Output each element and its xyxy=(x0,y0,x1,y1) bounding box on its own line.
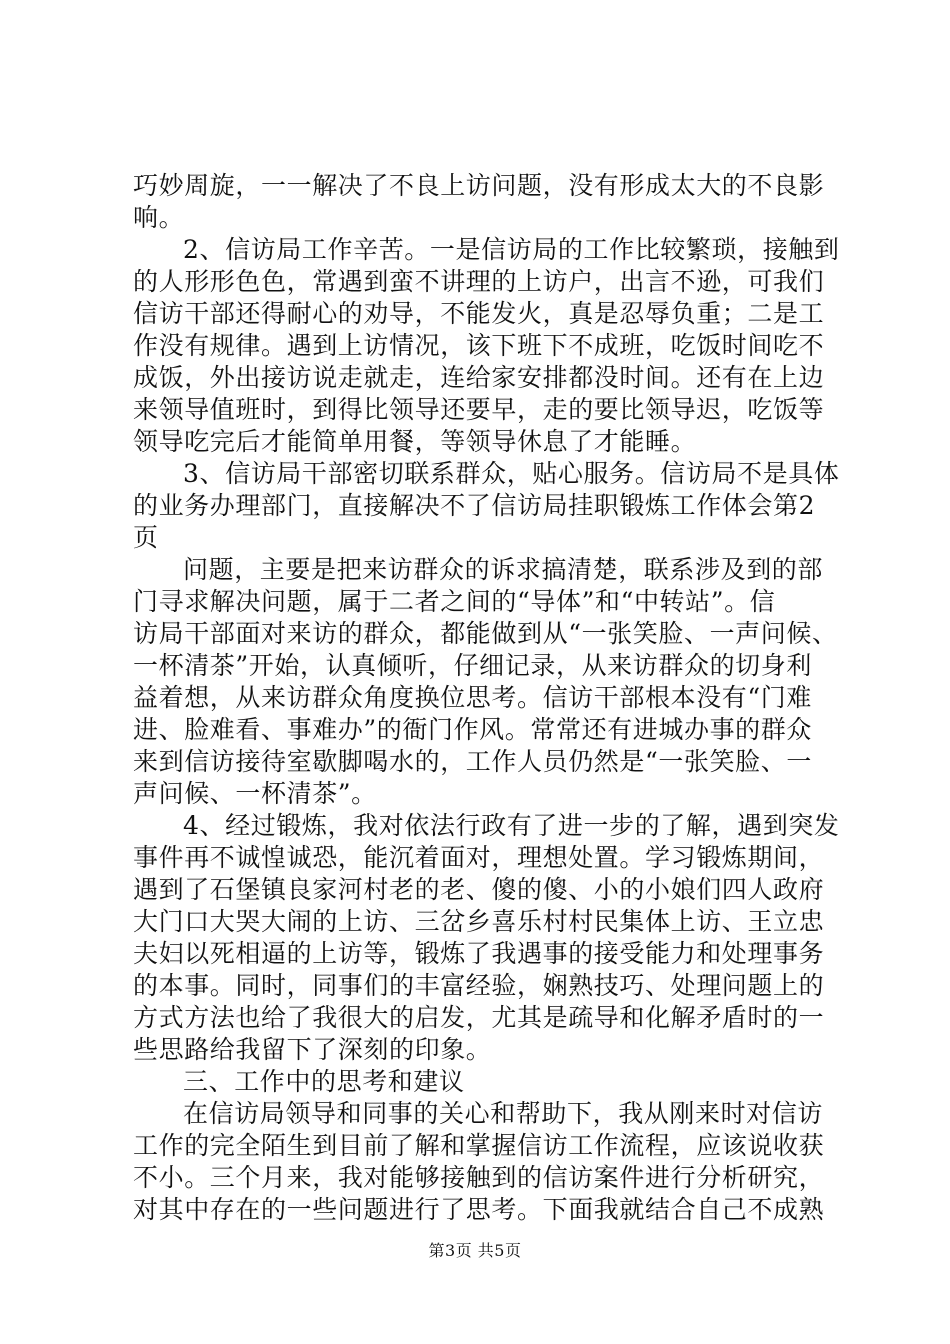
text-line: 页 xyxy=(133,523,159,552)
text-line: 领导吃完后才能简单用餐，等领导休息了才能睡。 xyxy=(133,427,697,456)
text-line: 来到信访接待室歇脚喝水的，工作人员仍然是“一张笑脸、一 xyxy=(133,747,812,776)
text-line: 访局干部面对来访的群众，都能做到从“一张笑脸、一声问候、 xyxy=(133,619,838,648)
text-line: 夫妇以死相逼的上访等，锻炼了我遇事的接受能力和处理事务 xyxy=(133,939,825,968)
text-line: 2、信访局工作辛苦。一是信访局的工作比较繁琐，接触到 xyxy=(183,235,840,264)
text-line: 问题，主要是把来访群众的诉求搞清楚，联系涉及到的部 xyxy=(183,555,824,584)
text-line: 些思路给我留下了深刻的印象。 xyxy=(133,1035,492,1064)
document-body xyxy=(133,170,840,1226)
text-line: 遇到了石堡镇良家河村老的老、傻的傻、小的小娘们四人政府 xyxy=(133,875,825,904)
text-line: 事件再不诚惶诚恐，能沉着面对，理想处置。学习锻炼期间， xyxy=(133,843,825,872)
text-line: 巧妙周旋，一一解决了不良上访问题，没有形成太大的不良影 xyxy=(133,171,825,200)
text-line: 4、经过锻炼，我对依法行政有了进一步的了解，遇到突发 xyxy=(183,811,840,840)
text-line: 门寻求解决问题，属于二者之间的“导体”和“中转站”。信 xyxy=(133,587,776,616)
text-line: 的人形形色色，常遇到蛮不讲理的上访户，出言不逊，可我们 xyxy=(133,267,825,296)
text-line: 一杯清茶”开始，认真倾听，仔细记录，从来访群众的切身利 xyxy=(133,651,812,680)
text-line: 益着想，从来访群众角度换位思考。信访干部根本没有“门难 xyxy=(133,683,812,712)
text-line: 声问候、一杯清茶”。 xyxy=(133,779,377,808)
text-line: 来领导值班时，到得比领导还要早，走的要比领导迟，吃饭等 xyxy=(133,395,825,424)
text-line: 三、工作中的思考和建议 xyxy=(183,1067,465,1096)
text-line: 3、信访局干部密切联系群众，贴心服务。信访局不是具体 xyxy=(183,459,840,488)
text-line: 不小。三个月来，我对能够接触到的信访案件进行分析研究， xyxy=(133,1163,825,1192)
text-line: 进、脸难看、事难办”的衙门作风。常常还有进城办事的群众 xyxy=(133,715,812,744)
text-line: 大门口大哭大闹的上访、三岔乡喜乐村村民集体上访、王立忠 xyxy=(133,907,825,936)
text-line: 工作的完全陌生到目前了解和掌握信访工作流程，应该说收获 xyxy=(133,1131,825,1160)
text-line: 作没有规律。遇到上访情况，该下班下不成班，吃饭时间吃不 xyxy=(133,331,825,360)
text-line: 的业务办理部门，直接解决不了信访局挂职锻炼工作体会第2 xyxy=(133,491,816,520)
text-line: 信访干部还得耐心的劝导，不能发火，真是忍辱负重；二是工 xyxy=(133,299,825,328)
page-footer: 第3页 共5页 xyxy=(428,1241,522,1260)
text-line: 成饭，外出接访说走就走，连给家安排都没时间。还有在上边 xyxy=(133,363,825,392)
text-line: 对其中存在的一些问题进行了思考。下面我就结合自己不成熟 xyxy=(133,1195,825,1224)
text-line: 的本事。同时，同事们的丰富经验，娴熟技巧、处理问题上的 xyxy=(133,971,825,1000)
text-line: 在信访局领导和同事的关心和帮助下，我从刚来时对信访 xyxy=(183,1099,824,1128)
text-line: 响。 xyxy=(133,203,185,232)
text-line: 方式方法也给了我很大的启发，尤其是疏导和化解矛盾时的一 xyxy=(133,1003,825,1032)
